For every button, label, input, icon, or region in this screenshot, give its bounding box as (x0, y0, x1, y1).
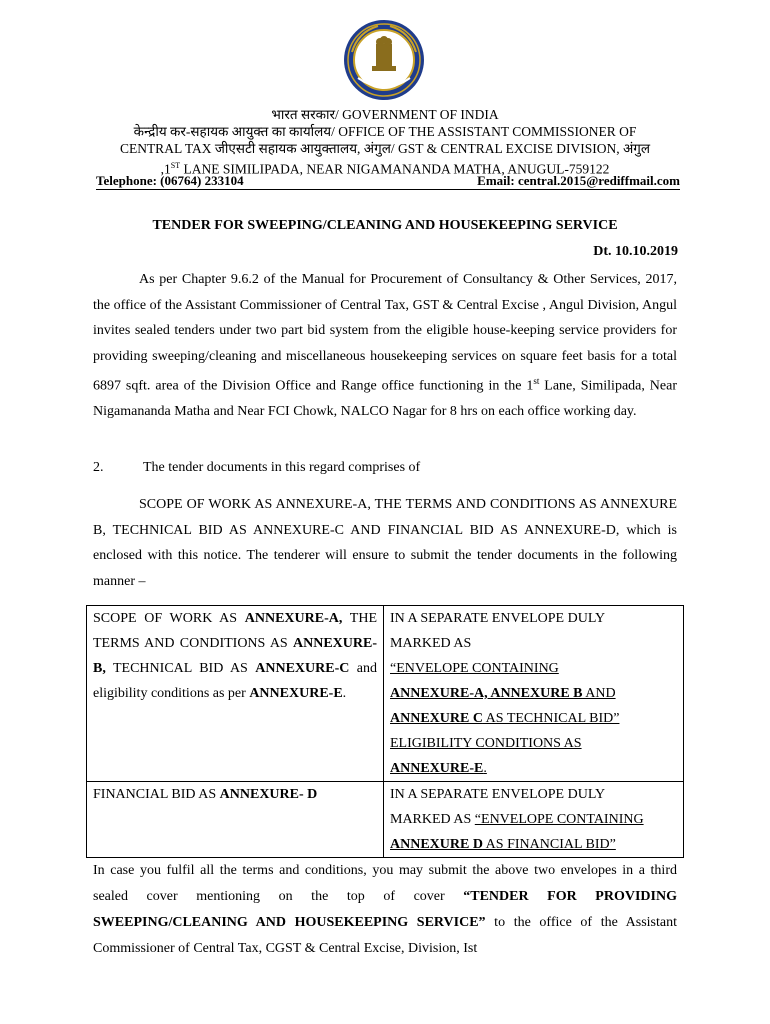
tender-date: Dt. 10.10.2019 (593, 244, 678, 259)
table-row (87, 606, 684, 782)
header-line-4: ,1ST LANE SIMILIPADA, NEAR NIGAMANANDA MATHA, ANUGUL-759122 (160, 161, 610, 177)
header-line-3: CENTRAL TAX जीएसटी सहायक आयुक्तालय, अंगुल/ GST & CENTRAL EXCISE DIVISION, अंगुल (119, 141, 651, 156)
table-cell: IN A SEPARATE ENVELOPE DULY MARKED AS “ENVELOPE CONTAINING ANNEXURE-A, ANNEXURE B AND ANNEXURE C AS TECHNICAL BID” ELIGIBILITY CONDITIONS AS ANNEXURE-E. (384, 606, 684, 782)
tender-title: TENDER FOR SWEEPING/CLEANING AND HOUSEKEEPING SERVICE (152, 218, 618, 233)
table-row (87, 782, 684, 858)
email: Email: central.2015@rediffmail.com (477, 173, 680, 188)
table-cell: IN A SEPARATE ENVELOPE DULY MARKED AS “ENVELOPE CONTAINING ANNEXURE D AS FINANCIAL BID” (384, 782, 684, 858)
paragraph-2: 2. The tender documents in this regard comprises of (93, 460, 421, 475)
paragraph-1: As per Chapter 9.6.2 of the Manual for Procurement of Consultancy & Other Services, 2017, the office of the Assistant Commissioner of Central Tax, GST & Central Excise , Angul Division, Angul invites sealed tenders under two part bid system from the eligible house-keeping service providers for providing sweeping/cleaning and miscellaneous housekeeping services on square feet basis for a total 6897 sqft. area of the Division Office and Range office functioning in the 1st Lane, Similipada, Near Nigamananda Matha and Near FCI Chowk, NALCO Nagar for 8 hrs on each office working day. (93, 272, 678, 420)
header-line-2: केन्द्रीय कर-सहायक आयुक्त का कार्यालय/ OFFICE OF THE ASSISTANT COMMISSIONER OF (133, 124, 637, 139)
table-cell: FINANCIAL BID AS ANNEXURE- D (87, 782, 384, 858)
table-cell: SCOPE OF WORK AS ANNEXURE-A, THE TERMS AND CONDITIONS AS ANNEXURE-B, TECHNICAL BID AS ANNEXURE-C and eligibility conditions as per ANNEXURE-E. (87, 606, 384, 782)
contact-line (96, 172, 680, 190)
telephone: Telephone: (06764) 233104 (96, 173, 244, 188)
paragraph-3: SCOPE OF WORK AS ANNEXURE-A, THE TERMS AND CONDITIONS AS ANNEXURE B, TECHNICAL BID AS ANNEXURE-C AND FINANCIAL BID AS ANNEXURE-D, which is enclosed with this notice. The tenderer will ensure to submit the tender documents in the following manner – (93, 497, 677, 589)
submission-table (86, 605, 684, 858)
cbic-emblem-logo (338, 16, 430, 104)
paragraph-4: In case you fulfil all the terms and conditions, you may submit the above two envelopes in a third sealed cover mentioning on the top of cover “TENDER FOR PROVIDING SWEEPING/CLEANING AND HOUSEKEEPING SERVICE” to the office of the Assistant Commissioner of Central Tax, CGST & Central Excise, Division, Ist (93, 863, 677, 956)
header-line-1: भारत सरकार/ GOVERNMENT OF INDIA (271, 107, 499, 122)
